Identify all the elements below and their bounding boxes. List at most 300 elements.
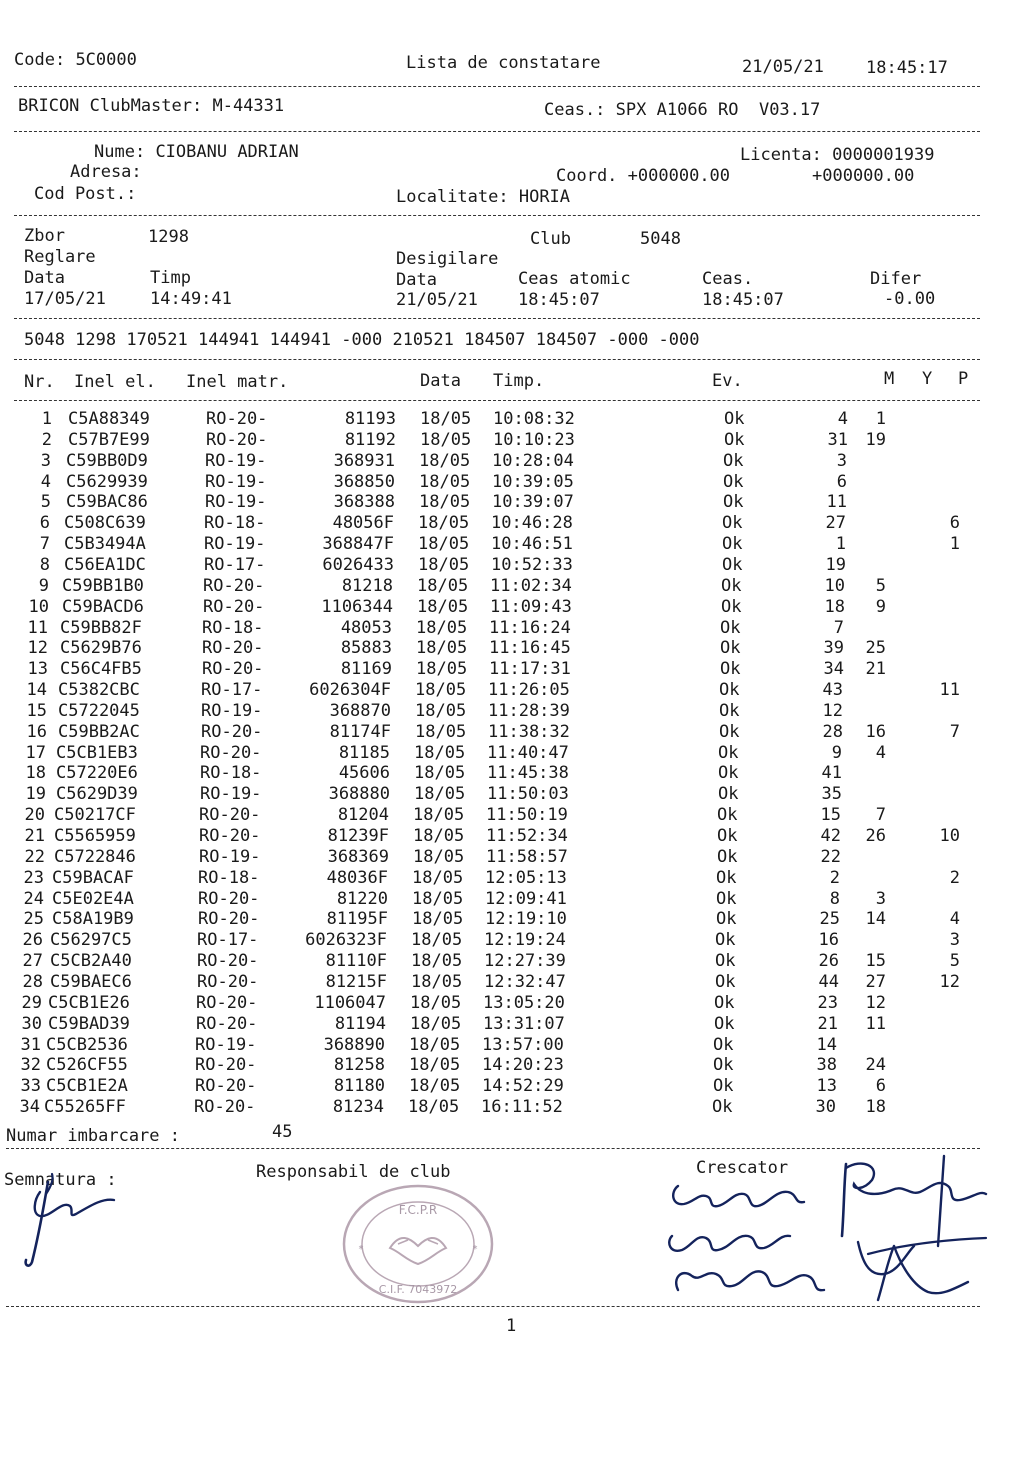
ring-number: 368890 (323, 1034, 385, 1055)
rank-m: 34 (823, 659, 844, 680)
table-row (0, 534, 1000, 555)
ring-electronic: C5629939 (66, 471, 148, 492)
rank-m: 28 (822, 721, 843, 742)
arrival-time: 11:58:57 (486, 846, 568, 867)
ring-number: 81195F (326, 909, 388, 930)
ring-prefix: RO-19- (204, 534, 266, 555)
row-number: 23 (23, 867, 44, 888)
row-number: 20 (24, 805, 45, 826)
arrival-date: 18/05 (420, 429, 472, 450)
row-number: 29 (21, 992, 42, 1013)
separator (14, 318, 980, 319)
ring-prefix: RO-20- (201, 721, 263, 742)
rank-y: 18 (865, 1097, 886, 1118)
ring-prefix: RO-20- (198, 888, 260, 909)
header-y: Y (922, 369, 933, 389)
arrival-time: 10:46:28 (491, 513, 573, 534)
arrival-time: 11:02:34 (490, 575, 572, 596)
arrival-date: 18/05 (409, 1034, 461, 1055)
rank-y: 25 (865, 638, 886, 659)
breeder-signature (648, 1150, 988, 1308)
ring-number: 81204 (337, 805, 389, 826)
flight-label: Zbor (24, 226, 65, 246)
event-status: Ok (723, 492, 744, 513)
table-row (0, 618, 1000, 639)
ring-electronic: C59BB82F (60, 617, 142, 638)
ring-number: 368369 (327, 846, 389, 867)
rank-p: 5 (949, 951, 960, 972)
arrival-time: 10:10:23 (493, 429, 575, 450)
event-status: Ok (715, 971, 736, 992)
event-status: Ok (721, 575, 742, 596)
arrival-time: 10:39:05 (492, 471, 574, 492)
header-inel-el: Inel el. (74, 372, 156, 392)
separator (14, 400, 980, 401)
rank-m: 25 (819, 909, 840, 930)
arrival-time: 13:31:07 (483, 1013, 565, 1034)
rank-m: 23 (817, 992, 838, 1013)
arrival-date: 18/05 (414, 784, 466, 805)
ring-prefix: RO-19- (205, 450, 267, 471)
arrival-time: 11:45:38 (487, 763, 569, 784)
ring-electronic: C5382CBC (58, 680, 140, 701)
club-number: 5048 (640, 229, 681, 249)
ring-electronic: C59BB0D9 (66, 450, 148, 471)
event-status: Ok (720, 659, 741, 680)
ring-electronic: C59BB1B0 (62, 575, 144, 596)
ring-prefix: RO-19- (205, 492, 267, 513)
ring-electronic: C5CB2A40 (50, 951, 132, 972)
arrival-time: 11:40:47 (487, 742, 569, 763)
ring-electronic: C59BACAF (52, 867, 134, 888)
rank-p: 7 (949, 721, 960, 742)
desig-date-label: Data (396, 270, 437, 290)
event-status: Ok (719, 700, 740, 721)
ring-number: 81258 (333, 1055, 385, 1076)
atomic-clock-label: Ceas atomic (518, 269, 631, 289)
breeder-label: Crescator (696, 1158, 789, 1178)
header-timp: Timp. (493, 371, 545, 391)
arrival-date: 18/05 (418, 554, 470, 575)
reglare-date-label: Data (24, 268, 65, 288)
arrival-date: 18/05 (412, 888, 464, 909)
rank-m: 1 (835, 534, 846, 555)
ring-electronic: C56EA1DC (64, 554, 146, 575)
row-number: 17 (25, 742, 46, 763)
rank-m: 35 (821, 784, 842, 805)
event-status: Ok (720, 617, 741, 638)
ring-prefix: RO-20- (194, 1097, 256, 1118)
ring-electronic: C59BB2AC (58, 721, 140, 742)
event-status: Ok (718, 784, 739, 805)
table-row (0, 492, 1000, 513)
desigilare-label: Desigilare (396, 249, 499, 269)
rank-p: 6 (949, 513, 960, 534)
arrival-time: 12:19:10 (485, 909, 567, 930)
row-number: 33 (20, 1076, 41, 1097)
event-status: Ok (714, 992, 735, 1013)
ring-prefix: RO-20- (202, 638, 264, 659)
ring-prefix: RO-20- (196, 1013, 258, 1034)
boarding-count-label: Numar imbarcare : (6, 1126, 180, 1146)
ring-number: 45606 (338, 763, 390, 784)
arrival-date: 18/05 (418, 534, 470, 555)
row-number: 22 (24, 846, 45, 867)
coordinates-y: +000000.00 (812, 166, 915, 186)
arrival-time: 12:05:13 (485, 867, 567, 888)
rank-m: 14 (816, 1034, 837, 1055)
clubmaster-id: BRICON ClubMaster: M-44331 (18, 96, 285, 116)
table-row (0, 847, 1000, 868)
club-responsible-label: Responsabil de club (256, 1162, 451, 1182)
rank-y: 27 (865, 971, 886, 992)
ring-number: 6026304F (309, 680, 391, 701)
locality: Localitate: HORIA (396, 187, 571, 207)
ring-number: 6026323F (305, 930, 387, 951)
arrival-date: 18/05 (412, 909, 464, 930)
arrival-date: 18/05 (419, 450, 471, 471)
ring-electronic: C58A19B9 (52, 909, 134, 930)
arrival-date: 18/05 (411, 930, 463, 951)
separator (14, 359, 980, 360)
rank-y: 5 (875, 575, 886, 596)
arrival-time: 11:16:45 (489, 638, 571, 659)
event-status: Ok (724, 409, 745, 429)
arrival-date: 18/05 (408, 1097, 460, 1118)
ring-number: 6026433 (322, 554, 394, 575)
rank-m: 6 (836, 471, 847, 492)
arrival-time: 14:20:23 (482, 1055, 564, 1076)
ring-electronic: C508C639 (64, 513, 146, 534)
arrival-time: 11:17:31 (489, 659, 571, 680)
arrival-time: 11:50:03 (487, 784, 569, 805)
arrival-time: 12:09:41 (485, 888, 567, 909)
rank-p: 10 (939, 826, 960, 846)
rank-y: 16 (865, 721, 886, 742)
ring-number: 81174F (329, 721, 391, 742)
event-status: Ok (716, 909, 737, 930)
arrival-time: 12:32:47 (484, 971, 566, 992)
ring-prefix: RO-18- (202, 617, 264, 638)
clock-id: Ceas.: SPX A1066 RO V03.17 (544, 100, 821, 120)
table-row (0, 701, 1000, 722)
rank-m: 39 (823, 638, 844, 659)
event-status: Ok (718, 742, 739, 763)
ring-prefix: RO-20- (197, 971, 259, 992)
ring-electronic: C526CF55 (46, 1055, 128, 1076)
table-row (0, 993, 1000, 1014)
ring-number: 81215F (325, 971, 387, 992)
table-row (0, 1055, 1000, 1076)
event-status: Ok (715, 930, 736, 951)
table-row (0, 826, 1000, 847)
arrival-date: 18/05 (417, 575, 469, 596)
arrival-time: 11:50:19 (486, 805, 568, 826)
rank-y: 1 (875, 409, 886, 429)
event-status: Ok (721, 596, 742, 617)
event-status: Ok (724, 429, 745, 450)
ring-number: 368850 (333, 471, 395, 492)
arrival-date: 18/05 (418, 513, 470, 534)
row-number: 2 (41, 429, 52, 450)
rank-m: 18 (824, 596, 845, 617)
event-status: Ok (715, 951, 736, 972)
ring-prefix: RO-18- (198, 867, 260, 888)
arrival-date: 18/05 (417, 596, 469, 617)
row-number: 27 (22, 951, 43, 972)
arrival-date: 18/05 (419, 471, 471, 492)
ring-prefix: RO-17- (197, 930, 259, 951)
separator (6, 1148, 980, 1149)
row-number: 12 (27, 638, 48, 659)
ring-number: 81169 (340, 659, 392, 680)
ring-electronic: C5CB1EB3 (56, 742, 138, 763)
arrival-time: 11:16:24 (489, 617, 571, 638)
ring-electronic: C59BAEC6 (50, 971, 132, 992)
header-ev: Ev. (712, 371, 743, 391)
arrival-date: 18/05 (419, 492, 471, 513)
summary-line: 5048 1298 170521 144941 144941 -000 210521 184507 184507 -000 -000 (24, 330, 700, 350)
row-number: 14 (26, 680, 47, 701)
table-row (0, 951, 1000, 972)
rank-y: 19 (865, 429, 886, 450)
rank-m: 22 (820, 846, 841, 867)
event-status: Ok (713, 1034, 734, 1055)
arrival-time: 12:19:24 (484, 930, 566, 951)
header-inel-matr: Inel matr. (186, 372, 289, 392)
ring-number: 1106344 (321, 596, 393, 617)
boarding-count-value: 45 (272, 1122, 293, 1142)
rank-m: 19 (825, 554, 846, 575)
rank-m: 38 (816, 1055, 837, 1076)
arrival-date: 18/05 (412, 867, 464, 888)
row-number: 31 (20, 1034, 41, 1055)
ring-electronic: C5CB1E26 (48, 992, 130, 1013)
rank-m: 3 (836, 450, 847, 471)
stamp-id: C.I.F. 7043972 (378, 1283, 458, 1296)
event-status: Ok (713, 1076, 734, 1097)
table-row (0, 409, 1000, 430)
license-number: Licenta: 0000001939 (740, 145, 935, 165)
ring-prefix: RO-18- (204, 513, 266, 534)
event-status: Ok (723, 450, 744, 471)
ring-prefix: RO-17- (201, 680, 263, 701)
rank-p: 11 (939, 680, 960, 701)
arrival-date: 18/05 (414, 763, 466, 784)
row-number: 18 (25, 763, 46, 784)
table-row (0, 555, 1000, 576)
ring-prefix: RO-20- (197, 951, 259, 972)
signature-label: Semnatura : (4, 1170, 117, 1190)
stamp-text: F.C.P.R (398, 1203, 438, 1217)
arrival-date: 18/05 (415, 680, 467, 701)
rank-p: 12 (939, 971, 960, 992)
ring-prefix: RO-18- (200, 763, 262, 784)
arrival-date: 18/05 (416, 638, 468, 659)
event-status: Ok (717, 846, 738, 867)
rank-y: 15 (865, 951, 886, 972)
arrival-time: 10:08:32 (493, 409, 575, 429)
rank-m: 11 (826, 492, 847, 513)
separator (14, 86, 980, 87)
rank-y: 21 (865, 659, 886, 680)
table-row (0, 889, 1000, 910)
separator (14, 131, 980, 132)
table-row (0, 597, 1000, 618)
arrival-date: 18/05 (420, 409, 472, 429)
arrival-time: 10:52:33 (491, 554, 573, 575)
table-row (0, 1076, 1000, 1097)
header-data: Data (420, 371, 461, 391)
rank-m: 9 (831, 742, 842, 763)
arrival-date: 18/05 (413, 846, 465, 867)
rank-y: 12 (865, 992, 886, 1013)
arrival-time: 13:57:00 (482, 1034, 564, 1055)
table-row (0, 1097, 1000, 1118)
rank-y: 7 (875, 805, 886, 826)
rank-m: 13 (816, 1076, 837, 1097)
event-status: Ok (722, 513, 743, 534)
row-number: 6 (39, 513, 50, 534)
table-row (0, 1014, 1000, 1035)
ring-number: 81110F (325, 951, 387, 972)
ring-prefix: RO-19- (201, 700, 263, 721)
ring-prefix: RO-20- (195, 1055, 257, 1076)
rank-m: 15 (820, 805, 841, 826)
arrival-time: 10:46:51 (491, 534, 573, 555)
ring-prefix: RO-17- (204, 554, 266, 575)
table-row (0, 451, 1000, 472)
difference-label: Difer (870, 269, 922, 289)
row-number: 7 (39, 534, 50, 555)
ring-number: 48056F (332, 513, 394, 534)
arrival-date: 18/05 (415, 700, 467, 721)
table-row (0, 972, 1000, 993)
ring-prefix: RO-20- (199, 805, 261, 826)
table-row (0, 743, 1000, 764)
arrival-time: 14:52:29 (482, 1076, 564, 1097)
ring-electronic: C55265FF (44, 1097, 126, 1118)
ring-electronic: C5629D39 (56, 784, 138, 805)
event-status: Ok (716, 888, 737, 909)
arrival-time: 11:52:34 (486, 826, 568, 846)
ring-number: 81185 (338, 742, 390, 763)
ring-electronic: C5722846 (54, 846, 136, 867)
rank-m: 26 (818, 951, 839, 972)
ring-prefix: RO-20- (196, 992, 258, 1013)
desig-date: 21/05/21 (396, 290, 478, 310)
arrival-date: 18/05 (409, 1076, 461, 1097)
ring-number: 81194 (334, 1013, 386, 1034)
postal-code-label: Cod Post.: (34, 184, 137, 204)
header-m: M (884, 369, 895, 389)
table-row (0, 680, 1000, 701)
row-number: 3 (40, 450, 51, 471)
ring-electronic: C5B3494A (64, 534, 146, 555)
arrival-time: 11:26:05 (488, 680, 570, 701)
rank-m: 41 (821, 763, 842, 784)
event-status: Ok (717, 805, 738, 826)
rank-p: 3 (949, 930, 960, 951)
row-number: 21 (24, 826, 45, 846)
arrival-date: 18/05 (416, 617, 468, 638)
table-row (0, 1035, 1000, 1056)
rank-p: 2 (949, 867, 960, 888)
ring-prefix: RO-20- (203, 575, 265, 596)
row-number: 5 (40, 492, 51, 513)
ring-prefix: RO-20- (199, 826, 261, 846)
ring-number: 81239F (327, 826, 389, 846)
rank-m: 31 (827, 429, 848, 450)
event-status: Ok (714, 1013, 735, 1034)
arrival-date: 18/05 (409, 1055, 461, 1076)
table-row (0, 784, 1000, 805)
rank-m: 7 (833, 617, 844, 638)
row-number: 10 (28, 596, 49, 617)
header-p: P (958, 369, 969, 389)
ring-electronic: C5E02E4A (52, 888, 134, 909)
address-label: Adresa: (70, 162, 142, 182)
event-status: Ok (723, 471, 744, 492)
ring-number: 48036F (326, 867, 388, 888)
row-number: 9 (38, 575, 49, 596)
ring-number: 1106047 (314, 992, 386, 1013)
ring-electronic: C5A88349 (68, 409, 150, 429)
reglare-label: Reglare (24, 247, 96, 267)
rank-m: 27 (825, 513, 846, 534)
rank-m: 16 (818, 930, 839, 951)
arrival-time: 11:28:39 (488, 700, 570, 721)
rank-m: 43 (822, 680, 843, 701)
table-row (0, 805, 1000, 826)
table-row (0, 638, 1000, 659)
row-number: 34 (19, 1097, 40, 1118)
ring-electronic: C57220E6 (56, 763, 138, 784)
arrival-date: 18/05 (410, 1013, 462, 1034)
table-row (0, 513, 1000, 534)
rank-m: 30 (815, 1097, 836, 1118)
arrival-time: 12:27:39 (484, 951, 566, 972)
row-number: 1 (41, 409, 52, 429)
arrival-time: 10:28:04 (492, 450, 574, 471)
arrival-date: 18/05 (410, 992, 462, 1013)
table-row (0, 909, 1000, 930)
ring-number: 81193 (344, 409, 396, 429)
svg-text:*: * (358, 1244, 365, 1255)
arrival-time: 16:11:52 (481, 1097, 563, 1118)
row-number: 11 (27, 617, 48, 638)
arrival-time: 13:05:20 (483, 992, 565, 1013)
ring-number: 81220 (336, 888, 388, 909)
arrival-date: 18/05 (413, 826, 465, 846)
document-title: Lista de constatare (406, 53, 601, 73)
row-number: 16 (26, 721, 47, 742)
event-status: Ok (712, 1097, 733, 1118)
ring-number: 48053 (340, 617, 392, 638)
ring-prefix: RO-19- (200, 784, 262, 805)
rank-m: 42 (820, 826, 841, 846)
row-number: 30 (21, 1013, 42, 1034)
ring-prefix: RO-19- (199, 846, 261, 867)
ring-number: 368388 (333, 492, 395, 513)
reglare-time-label: Timp (150, 268, 191, 288)
event-status: Ok (720, 638, 741, 659)
ring-electronic: C5629B76 (60, 638, 142, 659)
ring-number: 368931 (333, 450, 395, 471)
ring-number: 81218 (341, 575, 393, 596)
ring-electronic: C5722045 (58, 700, 140, 721)
ring-prefix: RO-20- (200, 742, 262, 763)
